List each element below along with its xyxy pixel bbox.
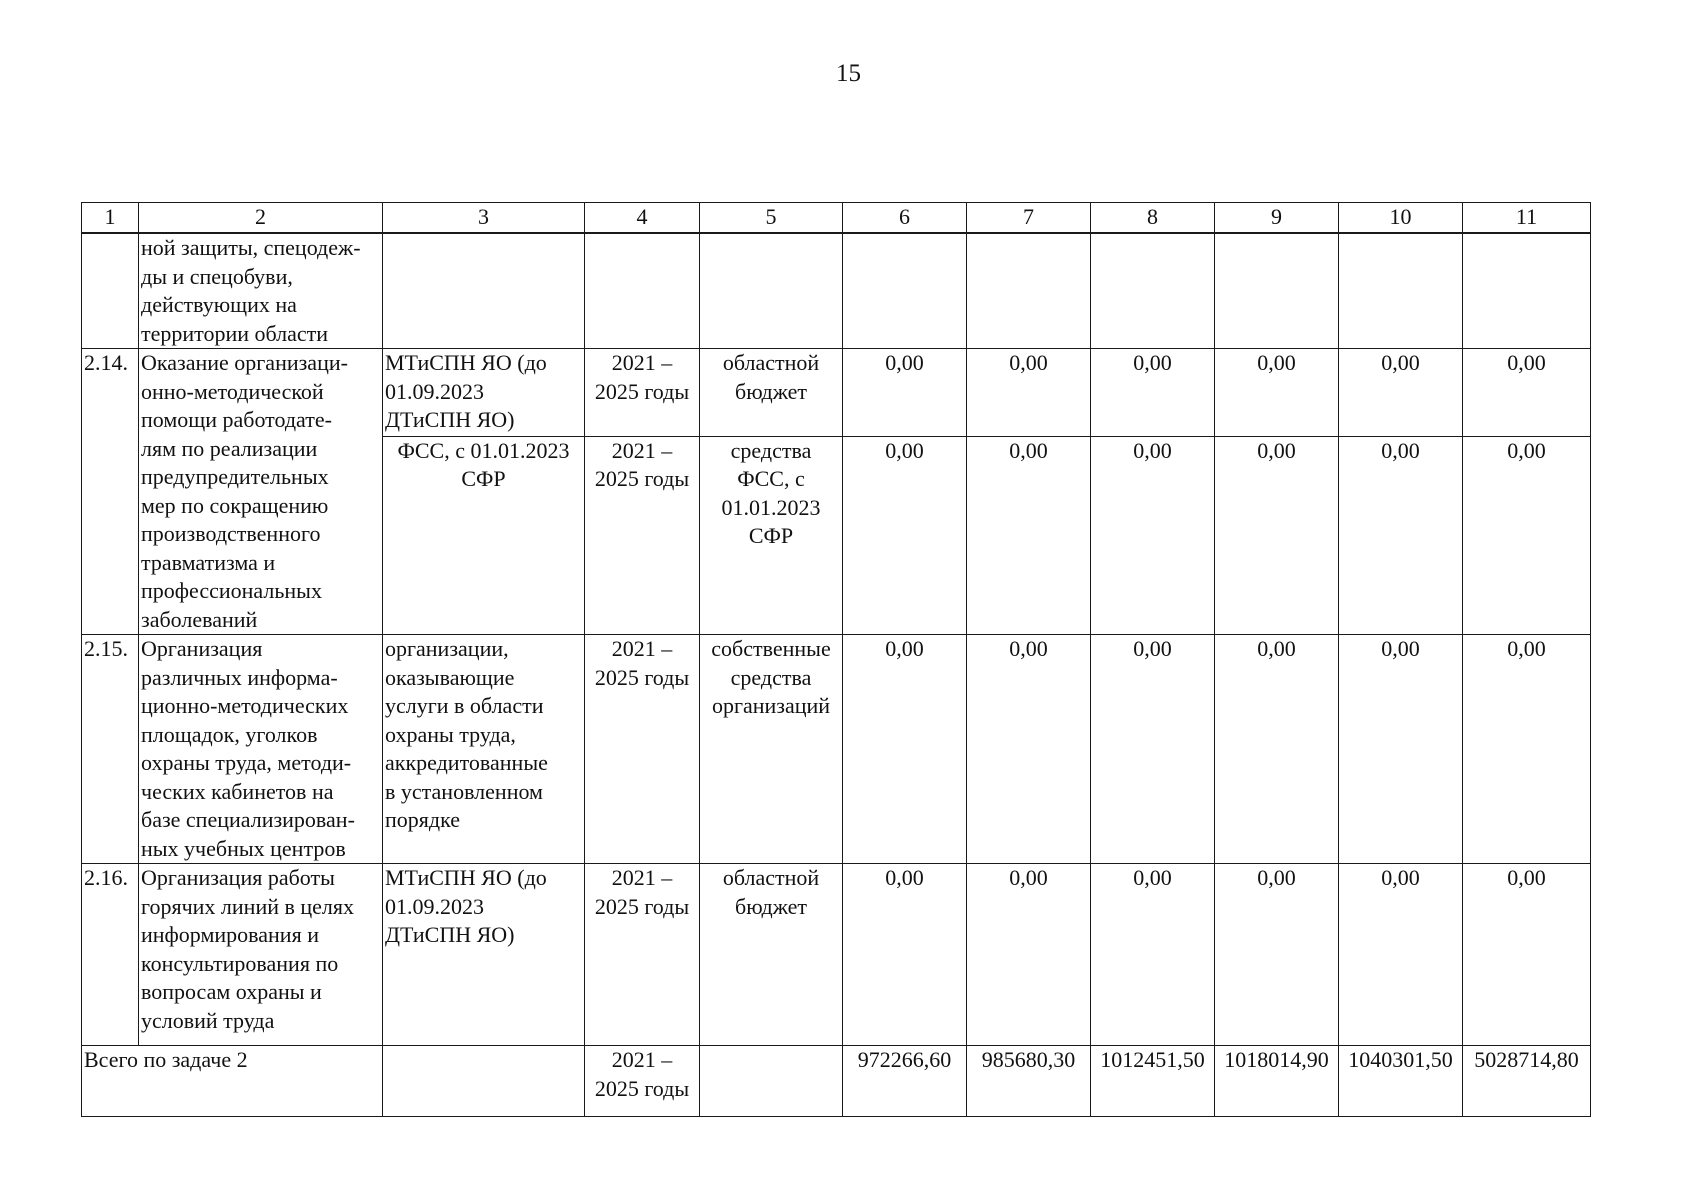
row-name-cell: Оказание организаци- онно-методической помощи работодате- лям по реализации предупредительных мер по сокращению производственного травматизма и профессиональных заболеваний <box>139 349 383 635</box>
row-executor-cell: МТиСПН ЯО (до 01.09.2023 ДТиСПН ЯО) <box>383 349 585 437</box>
header-cell: 6 <box>843 203 967 234</box>
row-value-cell: 0,00 <box>1215 436 1339 634</box>
table-row <box>82 635 1591 864</box>
header-cell: 1 <box>82 203 139 234</box>
row-value-cell: 0,00 <box>1215 349 1339 437</box>
row-value-cell: 0,00 <box>967 436 1091 634</box>
row-value-cell <box>1091 233 1215 349</box>
row-value-cell: 0,00 <box>1091 864 1215 1046</box>
header-cell: 5 <box>700 203 843 234</box>
total-value-cell: 985680,30 <box>967 1046 1091 1117</box>
total-row <box>82 1046 1591 1117</box>
row-name-cell: Организация различных информа- ционно-методических площадок, уголков охраны труда, методи- ческих кабинетов на базе специализирован- ных учебных центров <box>139 635 383 864</box>
table-row <box>82 864 1591 1046</box>
row-value-cell <box>1215 233 1339 349</box>
header-cell: 9 <box>1215 203 1339 234</box>
row-value-cell: 0,00 <box>843 864 967 1046</box>
row-id-cell: 2.14. <box>82 349 139 635</box>
header-cell: 4 <box>585 203 700 234</box>
table-row <box>82 349 1591 437</box>
total-value-cell: 972266,60 <box>843 1046 967 1117</box>
total-label-cell: Всего по задаче 2 <box>82 1046 383 1117</box>
row-source-cell: областной бюджет <box>700 349 843 437</box>
row-value-cell: 0,00 <box>1463 349 1591 437</box>
total-value-cell: 1040301,50 <box>1339 1046 1463 1117</box>
row-value-cell: 0,00 <box>967 349 1091 437</box>
header-cell: 7 <box>967 203 1091 234</box>
row-period-cell: 2021 – 2025 годы <box>585 349 700 437</box>
row-value-cell <box>1339 233 1463 349</box>
row-id-cell: 2.15. <box>82 635 139 864</box>
row-value-cell: 0,00 <box>843 635 967 864</box>
row-value-cell <box>843 233 967 349</box>
row-name-cell: ной защиты, спецодеж- ды и спецобуви, действующих на территории области <box>139 233 383 349</box>
row-period-cell: 2021 – 2025 годы <box>585 436 700 634</box>
table-header-row <box>82 203 1591 234</box>
row-value-cell: 0,00 <box>1463 436 1591 634</box>
total-value-cell: 1012451,50 <box>1091 1046 1215 1117</box>
row-name-cell: Организация работы горячих линий в целях информирования и консультирования по вопросам охраны и условий труда <box>139 864 383 1046</box>
page-number: 15 <box>836 60 861 87</box>
row-value-cell <box>967 233 1091 349</box>
row-value-cell: 0,00 <box>1091 436 1215 634</box>
total-executor-cell <box>383 1046 585 1117</box>
row-executor-cell: ФСС, с 01.01.2023 СФР <box>383 436 585 634</box>
program-table <box>81 202 1591 1117</box>
row-value-cell: 0,00 <box>843 349 967 437</box>
row-source-cell: средства ФСС, с 01.01.2023 СФР <box>700 436 843 634</box>
row-value-cell: 0,00 <box>967 635 1091 864</box>
row-period-cell <box>585 233 700 349</box>
header-cell: 8 <box>1091 203 1215 234</box>
row-value-cell: 0,00 <box>1091 635 1215 864</box>
row-period-cell: 2021 – 2025 годы <box>585 635 700 864</box>
row-value-cell: 0,00 <box>1339 635 1463 864</box>
row-executor-cell: организации, оказывающие услуги в области охраны труда, аккредитованные в установленном порядке <box>383 635 585 864</box>
row-source-cell: областной бюджет <box>700 864 843 1046</box>
total-source-cell <box>700 1046 843 1117</box>
header-cell: 2 <box>139 203 383 234</box>
header-cell: 3 <box>383 203 585 234</box>
row-executor-cell <box>383 233 585 349</box>
total-value-cell: 1018014,90 <box>1215 1046 1339 1117</box>
row-value-cell: 0,00 <box>1463 864 1591 1046</box>
row-value-cell <box>1463 233 1591 349</box>
row-value-cell: 0,00 <box>1339 864 1463 1046</box>
row-source-cell: собственные средства организаций <box>700 635 843 864</box>
row-id-cell: 2.16. <box>82 864 139 1046</box>
header-cell: 11 <box>1463 203 1591 234</box>
row-id-cell <box>82 233 139 349</box>
total-value-cell: 5028714,80 <box>1463 1046 1591 1117</box>
row-period-cell: 2021 – 2025 годы <box>585 864 700 1046</box>
row-source-cell <box>700 233 843 349</box>
row-value-cell: 0,00 <box>1215 635 1339 864</box>
row-executor-cell: МТиСПН ЯО (до 01.09.2023 ДТиСПН ЯО) <box>383 864 585 1046</box>
total-period-cell: 2021 – 2025 годы <box>585 1046 700 1117</box>
header-cell: 10 <box>1339 203 1463 234</box>
table-row <box>82 233 1591 349</box>
row-value-cell: 0,00 <box>1463 635 1591 864</box>
row-value-cell: 0,00 <box>1215 864 1339 1046</box>
row-value-cell: 0,00 <box>843 436 967 634</box>
row-value-cell: 0,00 <box>1339 436 1463 634</box>
row-value-cell: 0,00 <box>1339 349 1463 437</box>
row-value-cell: 0,00 <box>967 864 1091 1046</box>
row-value-cell: 0,00 <box>1091 349 1215 437</box>
